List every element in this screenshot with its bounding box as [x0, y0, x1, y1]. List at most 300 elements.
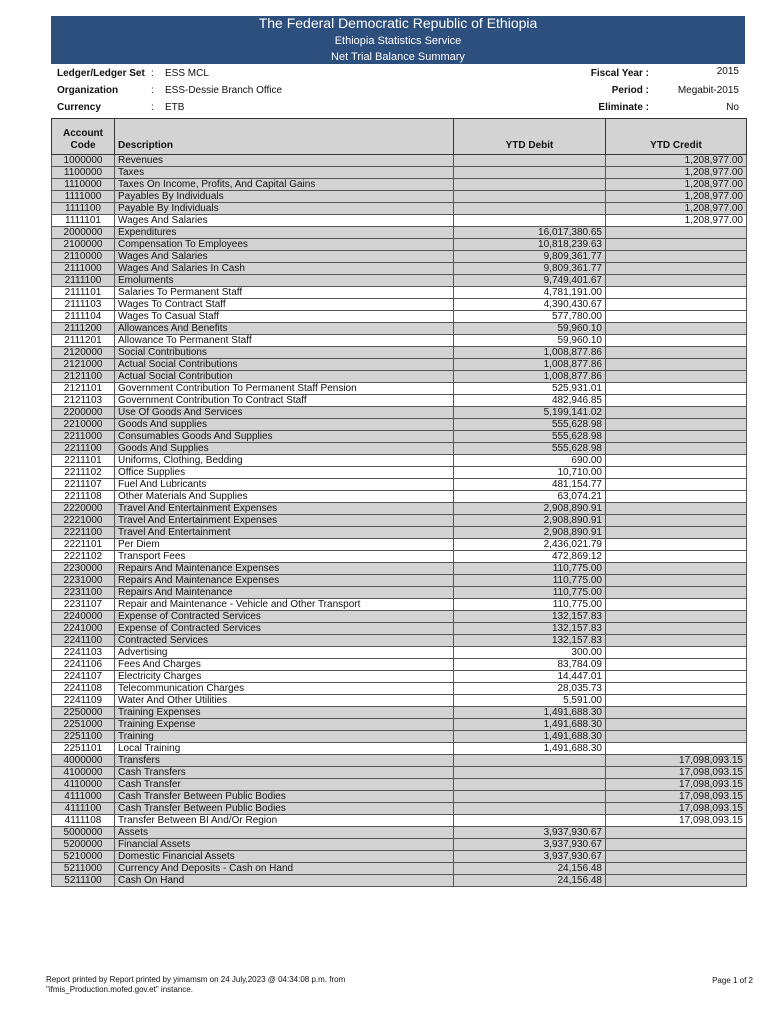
ytd-credit-cell — [606, 875, 747, 887]
ytd-credit-cell — [606, 515, 747, 527]
ytd-credit-cell: 1,208,977.00 — [606, 215, 747, 227]
ytd-debit-cell: 59,960.10 — [454, 335, 606, 347]
account-code-cell: 4110000 — [52, 779, 115, 791]
account-code-cell: 1110000 — [52, 179, 115, 191]
ytd-debit-cell: 16,017,380.65 — [454, 227, 606, 239]
ytd-credit-cell — [606, 383, 747, 395]
account-code-cell: 1111101 — [52, 215, 115, 227]
table-row — [52, 599, 747, 611]
ytd-credit-cell — [606, 851, 747, 863]
description-cell: Government Contribution To Permanent Staff Pension — [115, 383, 454, 395]
table-row — [52, 803, 747, 815]
print-info — [46, 975, 426, 995]
account-code-cell: 2210000 — [52, 419, 115, 431]
ytd-debit-cell: 24,156.48 — [454, 875, 606, 887]
description-cell: Currency And Deposits - Cash on Hand — [115, 863, 454, 875]
table-row — [52, 275, 747, 287]
description-cell: Travel And Entertainment Expenses — [115, 503, 454, 515]
print-info-line-1: Report printed by Report printed by yimamsm on 24 July,2023 @ 04:34:08 p.m. from — [46, 975, 346, 984]
ytd-credit-cell — [606, 623, 747, 635]
account-code-cell: 2251000 — [52, 719, 115, 731]
table-row — [52, 191, 747, 203]
description-cell: Per Diem — [115, 539, 454, 551]
ytd-debit-cell: 2,436,021.79 — [454, 539, 606, 551]
ytd-debit-cell: 63,074.21 — [454, 491, 606, 503]
table-row — [52, 719, 747, 731]
description-cell: Repairs And Maintenance Expenses — [115, 563, 454, 575]
ytd-credit-cell: 17,098,093.15 — [606, 803, 747, 815]
table-row — [52, 239, 747, 251]
account-code-cell: 2241106 — [52, 659, 115, 671]
account-code-cell: 2251100 — [52, 731, 115, 743]
period-value: Megabit-2015 — [677, 85, 739, 96]
description-cell: Water And Other Utilities — [115, 695, 454, 707]
ytd-credit-cell — [606, 479, 747, 491]
ytd-debit-cell: 10,818,239.63 — [454, 239, 606, 251]
description-cell: Cash Transfer Between Public Bodies — [115, 791, 454, 803]
description-cell: Allowances And Benefits — [115, 323, 454, 335]
ytd-debit-cell: 24,156.48 — [454, 863, 606, 875]
table-row — [52, 755, 747, 767]
description-cell: Repair and Maintenance - Vehicle and Other Transport — [115, 599, 454, 611]
table-row — [52, 779, 747, 791]
table-row — [52, 539, 747, 551]
ytd-credit-cell — [606, 599, 747, 611]
ytd-credit-cell — [606, 527, 747, 539]
description-cell: Training — [115, 731, 454, 743]
account-code-cell: 2121103 — [52, 395, 115, 407]
description-cell: Office Supplies — [115, 467, 454, 479]
table-header-row — [52, 119, 747, 155]
ytd-credit-cell — [606, 443, 747, 455]
table-row — [52, 611, 747, 623]
description-cell: Compensation To Employees — [115, 239, 454, 251]
column-header-ytd-credit: YTD Credit — [606, 119, 747, 155]
account-code-cell: 2231107 — [52, 599, 115, 611]
ytd-debit-cell — [454, 767, 606, 779]
ytd-credit-cell: 17,098,093.15 — [606, 755, 747, 767]
table-row — [52, 251, 747, 263]
fiscal-year-row — [439, 66, 739, 81]
ytd-debit-cell: 10,710.00 — [454, 467, 606, 479]
fiscal-year-value: 2015 — [716, 66, 739, 77]
description-cell: Government Contribution To Contract Staff — [115, 395, 454, 407]
ytd-debit-cell — [454, 203, 606, 215]
ytd-debit-cell: 1,008,877.86 — [454, 359, 606, 371]
account-code-cell: 1111000 — [52, 191, 115, 203]
description-cell: Expenditures — [115, 227, 454, 239]
table-row — [52, 311, 747, 323]
description-cell: Training Expense — [115, 719, 454, 731]
ytd-credit-cell — [606, 251, 747, 263]
ytd-debit-cell: 59,960.10 — [454, 323, 606, 335]
account-code-cell: 2111103 — [52, 299, 115, 311]
description-cell: Electricity Charges — [115, 671, 454, 683]
table-row — [52, 419, 747, 431]
description-cell: Use Of Goods And Services — [115, 407, 454, 419]
ytd-credit-cell — [606, 647, 747, 659]
description-cell: Travel And Entertainment — [115, 527, 454, 539]
description-cell: Expense of Contracted Services — [115, 611, 454, 623]
description-cell: Wages To Casual Staff — [115, 311, 454, 323]
ytd-debit-cell: 1,008,877.86 — [454, 347, 606, 359]
account-code-cell: 2241000 — [52, 623, 115, 635]
currency-row — [57, 100, 184, 115]
ytd-credit-cell — [606, 227, 747, 239]
table-row — [52, 851, 747, 863]
account-code-cell: 1111100 — [52, 203, 115, 215]
account-code-cell: 2241100 — [52, 635, 115, 647]
ytd-debit-cell: 555,628.98 — [454, 419, 606, 431]
description-cell: Payable By Individuals — [115, 203, 454, 215]
ytd-debit-cell: 1,491,688.30 — [454, 743, 606, 755]
description-cell: Domestic Financial Assets — [115, 851, 454, 863]
ytd-credit-cell — [606, 323, 747, 335]
ytd-debit-cell — [454, 779, 606, 791]
ytd-credit-cell: 17,098,093.15 — [606, 779, 747, 791]
account-code-cell: 2251101 — [52, 743, 115, 755]
table-row — [52, 875, 747, 887]
description-cell: Wages And Salaries — [115, 251, 454, 263]
ytd-credit-cell — [606, 395, 747, 407]
report-subtitle: Net Trial Balance Summary — [331, 51, 465, 63]
ytd-debit-cell: 3,937,930.67 — [454, 839, 606, 851]
ytd-debit-cell: 577,780.00 — [454, 311, 606, 323]
ytd-credit-cell — [606, 719, 747, 731]
table-row — [52, 575, 747, 587]
ytd-debit-cell: 9,809,361.77 — [454, 263, 606, 275]
account-code-cell: 2221100 — [52, 527, 115, 539]
ledger-label: Ledger/Ledger Set — [57, 68, 145, 79]
account-code-cell: 2241108 — [52, 683, 115, 695]
description-cell: Telecommunication Charges — [115, 683, 454, 695]
ytd-credit-cell — [606, 863, 747, 875]
ytd-debit-cell: 300.00 — [454, 647, 606, 659]
table-row — [52, 299, 747, 311]
description-cell: Fuel And Lubricants — [115, 479, 454, 491]
ytd-debit-cell: 5,591.00 — [454, 695, 606, 707]
ytd-credit-cell — [606, 371, 747, 383]
ytd-credit-cell — [606, 695, 747, 707]
description-cell: Repairs And Maintenance Expenses — [115, 575, 454, 587]
account-code-cell: 2111104 — [52, 311, 115, 323]
eliminate-row — [439, 100, 739, 115]
ytd-credit-cell — [606, 659, 747, 671]
description-cell: Financial Assets — [115, 839, 454, 851]
description-cell: Transfer Between BI And/Or Region — [115, 815, 454, 827]
ledger-colon: : — [151, 68, 154, 79]
ytd-debit-cell — [454, 803, 606, 815]
description-cell: Taxes — [115, 167, 454, 179]
table-row — [52, 347, 747, 359]
table-row — [52, 407, 747, 419]
ytd-debit-cell: 132,157.83 — [454, 623, 606, 635]
table-row — [52, 659, 747, 671]
ytd-credit-cell — [606, 359, 747, 371]
ytd-debit-cell — [454, 179, 606, 191]
account-code-cell: 2241109 — [52, 695, 115, 707]
table-row — [52, 503, 747, 515]
description-cell: Cash On Hand — [115, 875, 454, 887]
account-code-cell: 4111000 — [52, 791, 115, 803]
ytd-credit-cell — [606, 539, 747, 551]
table-row — [52, 623, 747, 635]
description-cell: Goods And supplies — [115, 419, 454, 431]
description-cell: Actual Social Contribution — [115, 371, 454, 383]
description-cell: Transport Fees — [115, 551, 454, 563]
table-row — [52, 707, 747, 719]
ytd-debit-cell: 3,937,930.67 — [454, 827, 606, 839]
table-row — [52, 467, 747, 479]
period-row — [439, 83, 739, 98]
ytd-debit-cell: 14,447.01 — [454, 671, 606, 683]
table-row — [52, 647, 747, 659]
ytd-credit-cell — [606, 335, 747, 347]
account-code-cell: 2221101 — [52, 539, 115, 551]
ytd-debit-cell: 472,869.12 — [454, 551, 606, 563]
ytd-credit-cell — [606, 431, 747, 443]
table-row — [52, 203, 747, 215]
print-info-line-2: "ifmis_Production.mofed.gov.et" instance. — [46, 985, 193, 994]
table-row — [52, 551, 747, 563]
ytd-debit-cell: 482,946.85 — [454, 395, 606, 407]
table-row — [52, 455, 747, 467]
description-cell: Other Materials And Supplies — [115, 491, 454, 503]
table-row — [52, 287, 747, 299]
table-row — [52, 167, 747, 179]
table-row — [52, 527, 747, 539]
account-code-cell: 4111108 — [52, 815, 115, 827]
table-row — [52, 323, 747, 335]
ytd-debit-cell: 132,157.83 — [454, 635, 606, 647]
table-row — [52, 767, 747, 779]
fiscal-year-label: Fiscal Year : — [590, 68, 649, 79]
account-code-cell: 2231000 — [52, 575, 115, 587]
ytd-debit-cell: 110,775.00 — [454, 587, 606, 599]
account-code-cell: 4111100 — [52, 803, 115, 815]
description-cell: Training Expenses — [115, 707, 454, 719]
table-row — [52, 491, 747, 503]
ytd-credit-cell — [606, 263, 747, 275]
description-cell: Cash Transfers — [115, 767, 454, 779]
table-row — [52, 839, 747, 851]
account-code-cell: 2121101 — [52, 383, 115, 395]
organization-name: Ethiopia Statistics Service — [334, 35, 462, 47]
table-row — [52, 815, 747, 827]
organization-colon: : — [151, 85, 154, 96]
account-code-cell: 2100000 — [52, 239, 115, 251]
eliminate-value: No — [726, 102, 739, 113]
ytd-credit-cell — [606, 347, 747, 359]
account-code-cell: 2200000 — [52, 407, 115, 419]
table-row — [52, 635, 747, 647]
account-code-cell: 2121000 — [52, 359, 115, 371]
ytd-debit-cell: 1,491,688.30 — [454, 719, 606, 731]
ytd-credit-cell — [606, 551, 747, 563]
ytd-debit-cell: 555,628.98 — [454, 443, 606, 455]
ytd-credit-cell — [606, 743, 747, 755]
ytd-debit-cell: 110,775.00 — [454, 599, 606, 611]
ytd-credit-cell: 1,208,977.00 — [606, 167, 747, 179]
ytd-credit-cell — [606, 731, 747, 743]
column-header-description: Description — [115, 119, 454, 155]
table-row — [52, 731, 747, 743]
ytd-credit-cell — [606, 299, 747, 311]
description-cell: Cash Transfer — [115, 779, 454, 791]
ytd-debit-cell — [454, 791, 606, 803]
currency-colon: : — [151, 102, 154, 113]
ytd-debit-cell: 481,154.77 — [454, 479, 606, 491]
ytd-debit-cell: 2,908,890.91 — [454, 527, 606, 539]
ytd-debit-cell: 110,775.00 — [454, 575, 606, 587]
ytd-debit-cell: 9,749,401.67 — [454, 275, 606, 287]
table-row — [52, 443, 747, 455]
account-code-cell: 2111200 — [52, 323, 115, 335]
ytd-debit-cell — [454, 815, 606, 827]
table-row — [52, 371, 747, 383]
table-row — [52, 263, 747, 275]
table-row — [52, 395, 747, 407]
ytd-credit-cell — [606, 611, 747, 623]
period-label: Period : — [611, 85, 649, 96]
ledger-row — [57, 66, 209, 81]
account-code-cell: 2111100 — [52, 275, 115, 287]
ytd-credit-cell — [606, 839, 747, 851]
report-parameters — [51, 66, 745, 118]
description-cell: Contracted Services — [115, 635, 454, 647]
organization-label: Organization — [57, 85, 119, 96]
ytd-debit-cell: 28,035.73 — [454, 683, 606, 695]
ytd-debit-cell: 9,809,361.77 — [454, 251, 606, 263]
table-row — [52, 359, 747, 371]
ytd-debit-cell: 3,937,930.67 — [454, 851, 606, 863]
account-code-cell: 2000000 — [52, 227, 115, 239]
description-cell: Social Contributions — [115, 347, 454, 359]
account-code-cell: 2121100 — [52, 371, 115, 383]
ytd-debit-cell: 132,157.83 — [454, 611, 606, 623]
ytd-credit-cell: 1,208,977.00 — [606, 203, 747, 215]
account-code-cell: 2211108 — [52, 491, 115, 503]
ytd-credit-cell: 17,098,093.15 — [606, 815, 747, 827]
account-code-cell: 2241103 — [52, 647, 115, 659]
column-header-account-code: Account Code — [52, 119, 115, 155]
ytd-debit-cell: 110,775.00 — [454, 563, 606, 575]
account-code-cell: 2241107 — [52, 671, 115, 683]
ytd-debit-cell: 690.00 — [454, 455, 606, 467]
ytd-credit-cell — [606, 503, 747, 515]
trial-balance-table — [51, 118, 747, 887]
ytd-debit-cell — [454, 215, 606, 227]
ytd-credit-cell — [606, 455, 747, 467]
account-code-cell: 5211000 — [52, 863, 115, 875]
table-row — [52, 431, 747, 443]
ledger-value: ESS MCL — [165, 68, 209, 79]
account-code-cell: 4100000 — [52, 767, 115, 779]
ytd-debit-cell: 4,781,191.00 — [454, 287, 606, 299]
description-cell: Travel And Entertainment Expenses — [115, 515, 454, 527]
description-cell: Expense of Contracted Services — [115, 623, 454, 635]
table-row — [52, 179, 747, 191]
ytd-credit-cell — [606, 563, 747, 575]
ytd-credit-cell — [606, 287, 747, 299]
account-code-cell: 2211107 — [52, 479, 115, 491]
organization-row — [57, 83, 282, 98]
account-code-cell: 2111101 — [52, 287, 115, 299]
ytd-credit-cell: 1,208,977.00 — [606, 155, 747, 167]
ytd-debit-cell: 1,008,877.86 — [454, 371, 606, 383]
table-row — [52, 683, 747, 695]
ytd-debit-cell: 4,390,430.67 — [454, 299, 606, 311]
ytd-credit-cell: 1,208,977.00 — [606, 179, 747, 191]
table-row — [52, 383, 747, 395]
ytd-credit-cell — [606, 239, 747, 251]
ytd-debit-cell — [454, 155, 606, 167]
description-cell: Cash Transfer Between Public Bodies — [115, 803, 454, 815]
table-row — [52, 479, 747, 491]
account-code-cell: 5000000 — [52, 827, 115, 839]
account-code-cell: 2221000 — [52, 515, 115, 527]
ytd-credit-cell — [606, 491, 747, 503]
table-row — [52, 563, 747, 575]
description-cell: Emoluments — [115, 275, 454, 287]
account-code-cell: 2231100 — [52, 587, 115, 599]
table-body — [52, 155, 747, 887]
ytd-debit-cell: 2,908,890.91 — [454, 515, 606, 527]
account-code-cell: 4000000 — [52, 755, 115, 767]
ytd-debit-cell: 555,628.98 — [454, 431, 606, 443]
table-row — [52, 791, 747, 803]
account-code-cell: 2230000 — [52, 563, 115, 575]
account-code-cell: 2211100 — [52, 443, 115, 455]
description-cell: Fees And Charges — [115, 659, 454, 671]
account-code-cell: 2250000 — [52, 707, 115, 719]
ytd-debit-cell: 1,491,688.30 — [454, 731, 606, 743]
ytd-credit-cell — [606, 707, 747, 719]
ytd-credit-cell: 17,098,093.15 — [606, 767, 747, 779]
description-cell: Local Training — [115, 743, 454, 755]
ytd-debit-cell — [454, 191, 606, 203]
description-cell: Revenues — [115, 155, 454, 167]
description-cell: Wages And Salaries In Cash — [115, 263, 454, 275]
ytd-credit-cell — [606, 467, 747, 479]
account-code-cell: 1100000 — [52, 167, 115, 179]
account-code-cell: 5200000 — [52, 839, 115, 851]
description-cell: Actual Social Contributions — [115, 359, 454, 371]
ytd-credit-cell — [606, 671, 747, 683]
account-code-cell: 2240000 — [52, 611, 115, 623]
account-code-cell: 2120000 — [52, 347, 115, 359]
description-cell: Allowance To Permanent Staff — [115, 335, 454, 347]
currency-value: ETB — [165, 102, 185, 113]
ytd-credit-cell — [606, 419, 747, 431]
column-header-ytd-debit: YTD Debit — [454, 119, 606, 155]
ytd-debit-cell: 5,199,141.02 — [454, 407, 606, 419]
ytd-credit-cell: 1,208,977.00 — [606, 191, 747, 203]
table-row — [52, 671, 747, 683]
description-cell: Repairs And Maintenance — [115, 587, 454, 599]
description-cell: Taxes On Income, Profits, And Capital Gains — [115, 179, 454, 191]
table-row — [52, 743, 747, 755]
table-row — [52, 695, 747, 707]
organization-value: ESS-Dessie Branch Office — [165, 85, 283, 96]
account-code-cell: 2110000 — [52, 251, 115, 263]
ytd-credit-cell — [606, 827, 747, 839]
account-code-cell: 5210000 — [52, 851, 115, 863]
table-row — [52, 827, 747, 839]
account-code-cell: 2211102 — [52, 467, 115, 479]
ytd-credit-cell — [606, 407, 747, 419]
description-cell: Advertising — [115, 647, 454, 659]
